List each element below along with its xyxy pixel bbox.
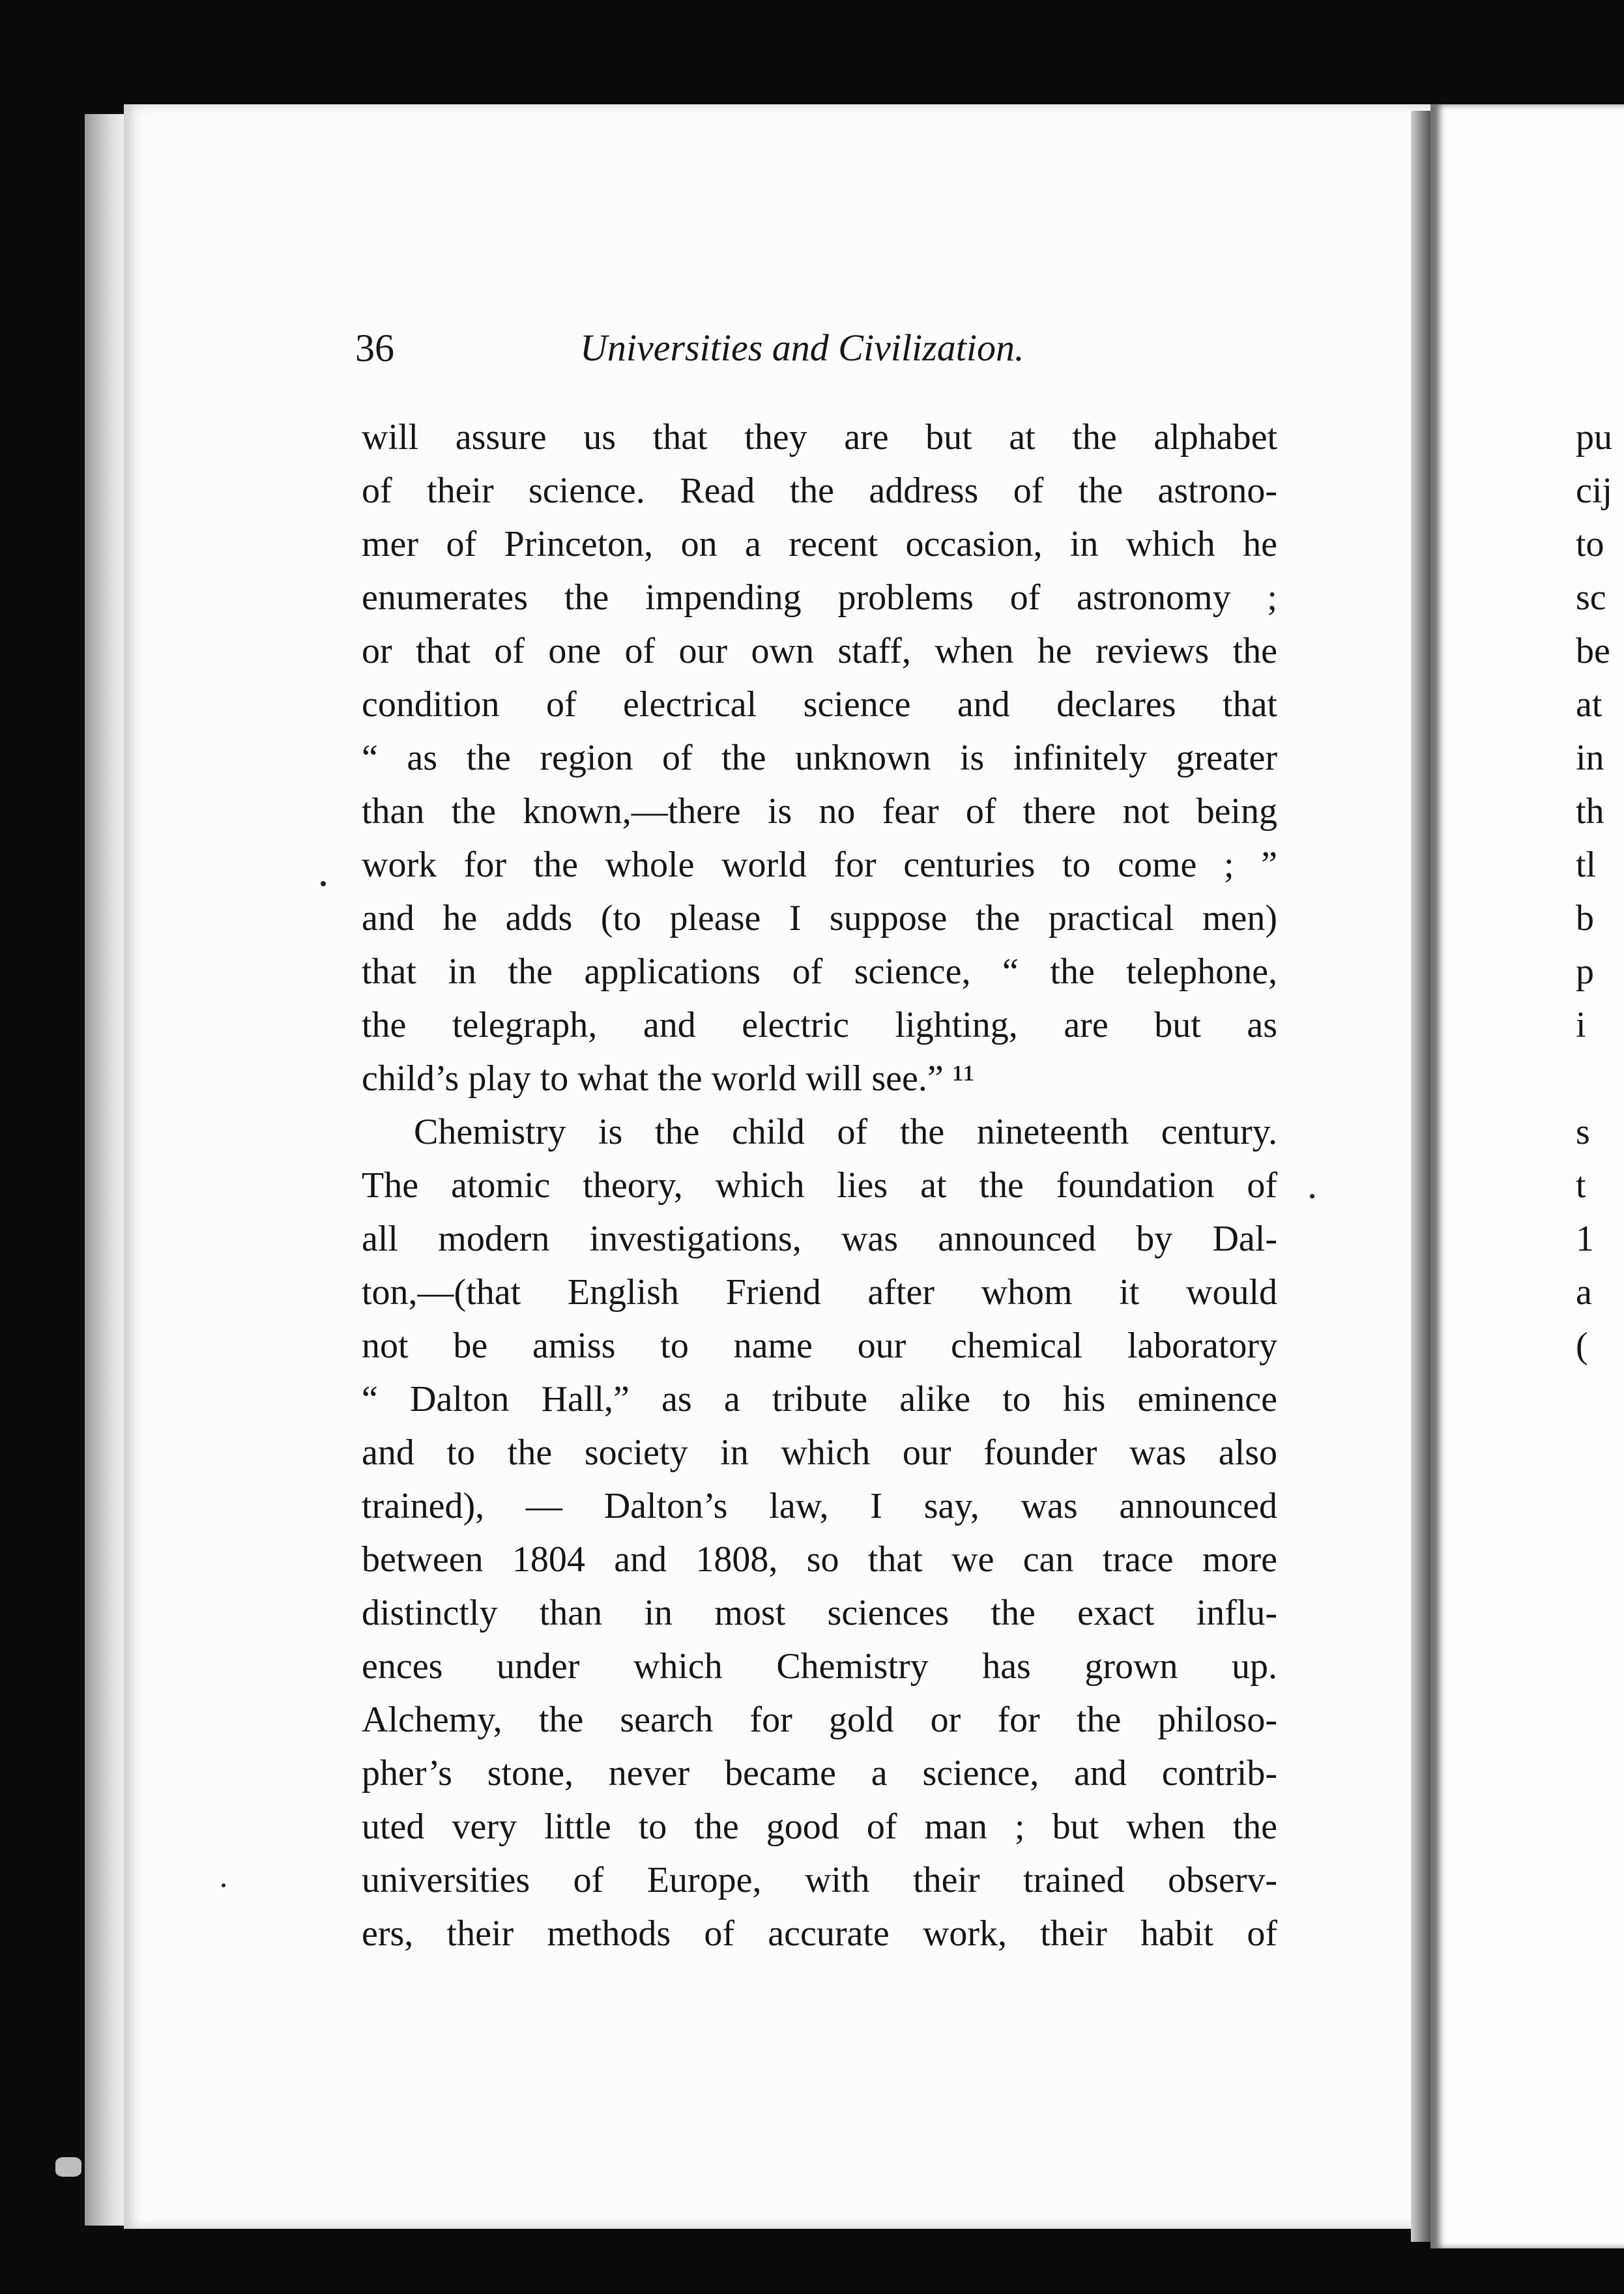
scan-speck xyxy=(222,1883,225,1887)
page-edge xyxy=(85,114,124,2226)
facing-page-fragment: pu xyxy=(1576,417,1612,457)
text-line: that in the applications of science, “ the telephone, xyxy=(362,951,1277,992)
facing-page-fragment: sc xyxy=(1576,577,1606,618)
facing-page-fragment: b xyxy=(1576,898,1594,938)
text-line: than the known,—there is no fear of there not being xyxy=(362,791,1277,832)
page-header xyxy=(355,326,1281,385)
text-line: and he adds (to please I suppose the practical men) xyxy=(362,898,1277,938)
text-line: between 1804 and 1808, so that we can trace more xyxy=(362,1539,1277,1580)
text-line: Alchemy, the search for gold or for the philoso- xyxy=(362,1700,1277,1740)
text-line: work for the whole world for centuries to come ; ” xyxy=(362,845,1277,885)
facing-page-fragment: ( xyxy=(1576,1326,1588,1366)
facing-page-fragment: 1 xyxy=(1576,1219,1594,1259)
page-number: 36 xyxy=(355,327,394,370)
facing-page-fragment: in xyxy=(1576,738,1604,778)
text-line: universities of Europe, with their trained observ- xyxy=(362,1860,1277,1900)
text-line: or that of one of our own staff, when he reviews the xyxy=(362,631,1277,671)
text-line: mer of Princeton, on a recent occasion, in which he xyxy=(362,524,1277,564)
running-title: Universities and Civilization. xyxy=(580,327,1024,369)
text-line: ton,—(that English Friend after whom it would xyxy=(362,1272,1277,1313)
facing-page-gap xyxy=(1576,1052,1624,1105)
text-line: all modern investigations, was announced by Dal- xyxy=(362,1219,1277,1259)
text-line: distinctly than in most sciences the exact influ- xyxy=(362,1593,1277,1633)
text-line: the telegraph, and electric lighting, are but as xyxy=(362,1005,1277,1045)
paragraph-start-line: Chemistry is the child of the nineteenth century. xyxy=(414,1112,1277,1152)
text-line: enumerates the impending problems of astronomy ; xyxy=(362,577,1277,618)
facing-page-fragment: be xyxy=(1576,631,1610,671)
text-line: ences under which Chemistry has grown up. xyxy=(362,1646,1277,1687)
text-line: and to the society in which our founder was also xyxy=(362,1432,1277,1473)
text-line: trained), — Dalton’s law, I say, was announced xyxy=(362,1486,1277,1526)
text-line: not be amiss to name our chemical laboratory xyxy=(362,1326,1277,1366)
text-line: The atomic theory, which lies at the foundation of xyxy=(362,1165,1277,1206)
text-line: “ as the region of the unknown is infinitely greater xyxy=(362,738,1277,778)
facing-page-fragment: t xyxy=(1576,1165,1586,1206)
facing-page-fragment: th xyxy=(1576,791,1604,832)
scan-speck xyxy=(55,2157,81,2177)
text-line: will assure us that they are but at the alphabet xyxy=(362,417,1277,457)
text-line: child’s play to what the world will see.” ¹¹ xyxy=(362,1058,975,1099)
facing-page-fragment: cij xyxy=(1576,471,1612,511)
text-line: ers, their methods of accurate work, their habit of xyxy=(362,1913,1277,1954)
facing-page-fragment: a xyxy=(1576,1272,1592,1313)
scan-speck xyxy=(321,881,326,886)
facing-page-fragment: i xyxy=(1576,1005,1586,1045)
body-text xyxy=(362,411,1277,1960)
facing-page-fragment: tl xyxy=(1576,845,1597,885)
facing-page-fragment: to xyxy=(1576,524,1604,564)
scan-speck xyxy=(1310,1194,1314,1198)
facing-page-text xyxy=(1576,411,1624,1372)
facing-page-fragment: at xyxy=(1576,684,1602,725)
text-line: uted very little to the good of man ; but when the xyxy=(362,1807,1277,1847)
text-line: “ Dalton Hall,” as a tribute alike to his eminence xyxy=(362,1379,1277,1419)
text-line: condition of electrical science and declares that xyxy=(362,684,1277,725)
facing-page-fragment: s xyxy=(1576,1112,1590,1152)
facing-page-fragment: p xyxy=(1576,951,1594,992)
text-line: of their science. Read the address of the astrono- xyxy=(362,471,1277,511)
text-line: pher’s stone, never became a science, and contrib- xyxy=(362,1753,1277,1793)
